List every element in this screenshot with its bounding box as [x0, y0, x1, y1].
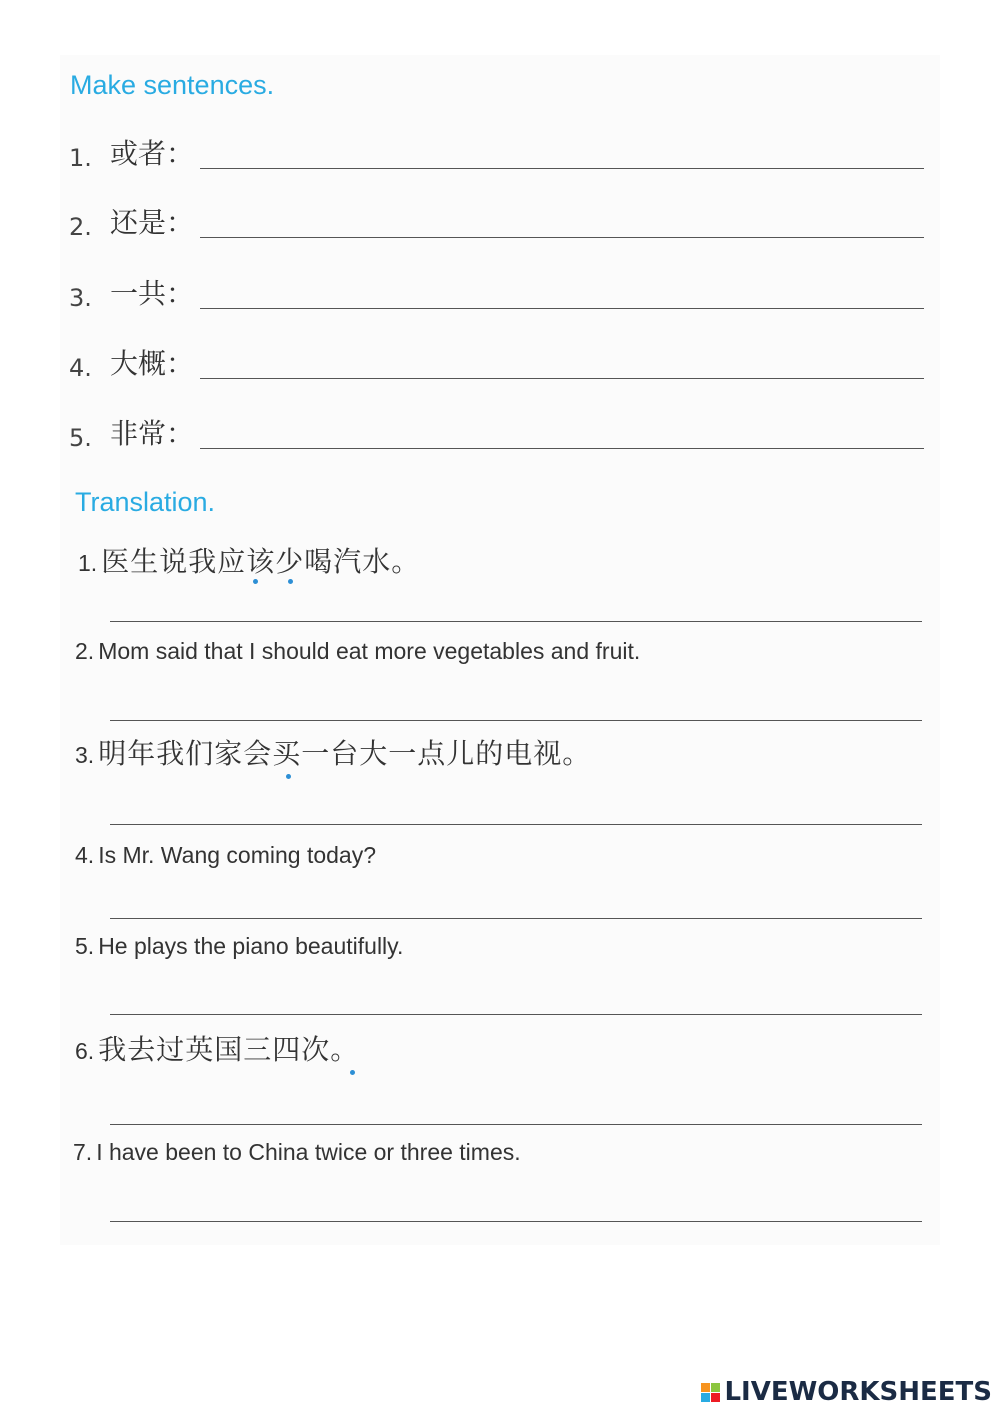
- item-number: 1.: [69, 144, 92, 172]
- prompt-text: 我去过英国三四次。: [98, 1033, 360, 1066]
- emphasis-dot: [286, 774, 291, 779]
- item-number: 4.: [69, 354, 92, 382]
- emphasis-dot: [288, 579, 293, 584]
- make-sentence-item-1: [0, 138, 1000, 178]
- item-number: 6.: [75, 1038, 95, 1064]
- make-sentences-heading: Make sentences.: [70, 70, 275, 100]
- prompt-text: I have been to China twice or three times.: [96, 1139, 521, 1165]
- emphasis-dot: [253, 579, 258, 584]
- item-number: 5.: [69, 424, 92, 452]
- target-word: 大概：: [110, 347, 195, 380]
- translation-heading: Translation.: [75, 487, 216, 517]
- answer-line-translation-7[interactable]: [110, 1221, 922, 1222]
- logo-square: [711, 1393, 720, 1402]
- item-number: 3.: [75, 742, 95, 768]
- translation-prompt: [78, 545, 421, 578]
- translation-prompt: [73, 1141, 521, 1164]
- answer-line-translation-1[interactable]: [110, 621, 922, 622]
- answer-line-translation-5[interactable]: [110, 1014, 922, 1015]
- logo-square: [701, 1383, 710, 1392]
- prompt-text: Mom said that I should eat more vegetables and fruit.: [98, 638, 641, 664]
- item-number: 1.: [78, 550, 98, 576]
- item-number: 7.: [73, 1139, 93, 1165]
- make-sentence-item-4: [0, 348, 1000, 388]
- target-word: 非常：: [110, 417, 195, 450]
- target-word: 或者：: [110, 137, 195, 170]
- target-word: 一共：: [110, 277, 195, 310]
- answer-line-translation-4[interactable]: [110, 918, 922, 919]
- logo-square: [711, 1383, 720, 1392]
- item-number: 2.: [69, 213, 92, 241]
- answer-line-translation-3[interactable]: [110, 824, 922, 825]
- make-sentence-item-2: [0, 207, 1000, 247]
- answer-line-4[interactable]: [200, 378, 924, 379]
- answer-line-5[interactable]: [200, 448, 924, 449]
- prompt-text: Is Mr. Wang coming today?: [98, 842, 377, 868]
- translation-prompt: [75, 737, 592, 770]
- prompt-text: 明年我们家会买一台大一点儿的电视。: [98, 737, 592, 770]
- item-number: 2.: [75, 638, 95, 664]
- item-number: 4.: [75, 842, 95, 868]
- liveworksheets-logo[interactable]: [701, 1379, 992, 1405]
- translation-prompt: [75, 935, 403, 958]
- answer-line-1[interactable]: [200, 168, 924, 169]
- answer-line-3[interactable]: [200, 308, 924, 309]
- translation-prompt: [75, 844, 376, 867]
- item-number: 3.: [69, 284, 92, 312]
- prompt-text: He plays the piano beautifully.: [98, 933, 404, 959]
- emphasis-dot: [350, 1070, 355, 1075]
- answer-line-translation-6[interactable]: [110, 1124, 922, 1125]
- translation-prompt: [75, 640, 640, 663]
- answer-line-translation-2[interactable]: [110, 720, 922, 721]
- make-sentence-item-5: [0, 418, 1000, 458]
- item-number: 5.: [75, 933, 95, 959]
- logo-squares-icon: [701, 1383, 720, 1402]
- logo-text: LIVEWORKSHEETS: [724, 1377, 992, 1407]
- translation-prompt: [75, 1033, 360, 1066]
- answer-line-2[interactable]: [200, 237, 924, 238]
- make-sentence-item-3: [0, 278, 1000, 318]
- target-word: 还是：: [110, 206, 195, 239]
- logo-square: [701, 1393, 710, 1402]
- prompt-text: 医生说我应该少喝汽水。: [101, 545, 421, 578]
